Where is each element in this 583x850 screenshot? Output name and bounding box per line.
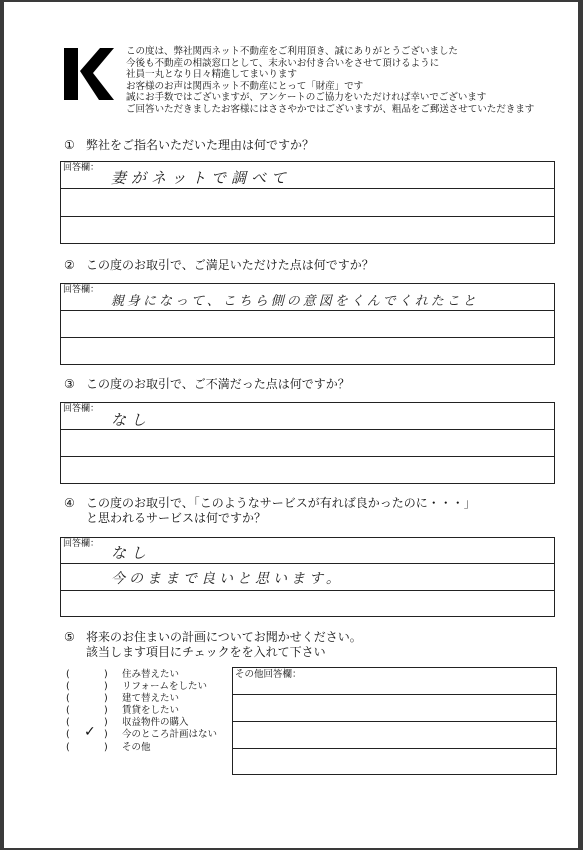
answer-label: 回答欄： xyxy=(63,404,100,414)
k-logo-icon xyxy=(64,48,114,100)
question-number: ② xyxy=(64,258,75,272)
intro-line: 社員一丸となり日々精進してまいります xyxy=(126,69,297,81)
option-label: 住み替えたい xyxy=(122,669,180,680)
handwritten-answer: 妻がネットで調べて xyxy=(111,169,292,187)
answer-box-4[interactable] xyxy=(60,537,555,617)
option-item[interactable]: ( ) リフォームをしたい xyxy=(66,681,208,693)
option-label: リフォームをしたい xyxy=(122,681,208,693)
intro-text xyxy=(126,46,576,116)
question-3 xyxy=(64,377,350,392)
option-label: 賃貸をしたい xyxy=(122,705,180,717)
question-5 xyxy=(64,630,362,660)
answer-label: 回答欄： xyxy=(63,539,100,549)
option-label: 今のところ計画はない xyxy=(122,729,218,741)
question-number: ④ xyxy=(64,496,75,510)
handwritten-answer: 親身になって、こちら側の意図をくんでくれたこと xyxy=(111,294,479,309)
option-item[interactable]: ( ) 住み替えたい xyxy=(66,669,180,680)
question-text: この度のお取引で、ご不満だった点は何ですか？ xyxy=(86,377,350,391)
question-1 xyxy=(64,138,314,153)
question-text: この度のお取引で、「このようなサービスが有れば良かったのに・・・」 xyxy=(86,496,476,510)
intro-line: お客様のお声は関西ネット不動産にとって「財産」です xyxy=(126,80,364,92)
intro-line: 誠にお手数ではございますが、アンケートのご協力をいただければ幸いでございます xyxy=(126,92,487,104)
question-text: 弊社をご指名いただいた理由は何ですか？ xyxy=(86,138,315,152)
question-text: 将来のお住まいの計画についてお聞かせください。 xyxy=(86,630,362,644)
answer-box-2[interactable] xyxy=(60,283,555,365)
answer-box-1[interactable] xyxy=(60,161,555,244)
option-item[interactable]: ( ) 建て替えたい xyxy=(66,693,180,705)
other-answer-label: その他回答欄： xyxy=(235,669,302,680)
question-text: この度のお取引で、ご満足いただけた点は何ですか？ xyxy=(86,258,374,272)
question-number: ① xyxy=(64,138,75,152)
option-item[interactable]: ( ✓ ) 今のところ計画はない xyxy=(66,724,218,741)
checkmark-icon: ✓ xyxy=(84,724,96,741)
handwritten-answer: 今のままで良いと思います。 xyxy=(111,571,344,587)
intro-line: この度は、弊社関西ネット不動産をご利用頂き、誠にありがとうございました xyxy=(126,46,458,57)
question-2 xyxy=(64,258,374,273)
intro-line: ご回答いただきましたお客様にはささやかではございますが、粗品をご郵送させていただきます xyxy=(126,103,535,115)
handwritten-answer: なし xyxy=(111,544,152,562)
option-label: その他 xyxy=(122,741,151,753)
answer-box-3[interactable] xyxy=(60,402,555,484)
plan-options-list xyxy=(66,669,236,754)
option-item[interactable]: ( ) その他 xyxy=(66,741,151,753)
survey-sheet xyxy=(4,2,578,848)
answer-label: 回答欄： xyxy=(63,163,100,173)
other-answer-box[interactable] xyxy=(232,667,557,775)
handwritten-answer: なし xyxy=(111,411,152,429)
question-number: ③ xyxy=(64,377,75,391)
option-item[interactable]: ( ) 賃貸をしたい xyxy=(66,705,180,717)
question-text-continued: と思われるサービスは何ですか？ xyxy=(86,511,267,525)
question-number: ⑤ xyxy=(64,630,75,644)
option-item[interactable]: ( ) 収益物件の購入 xyxy=(66,717,189,729)
intro-line: 今後も不動産の相談窓口として、末永いお付き合いをさせて頂けるように xyxy=(126,57,440,69)
option-label: 建て替えたい xyxy=(122,693,180,705)
question-text-continued: 該当します項目にチェックをを入れて下さい xyxy=(86,645,326,659)
answer-label: 回答欄： xyxy=(63,285,100,295)
option-label: 収益物件の購入 xyxy=(122,717,189,729)
question-4 xyxy=(64,496,476,526)
